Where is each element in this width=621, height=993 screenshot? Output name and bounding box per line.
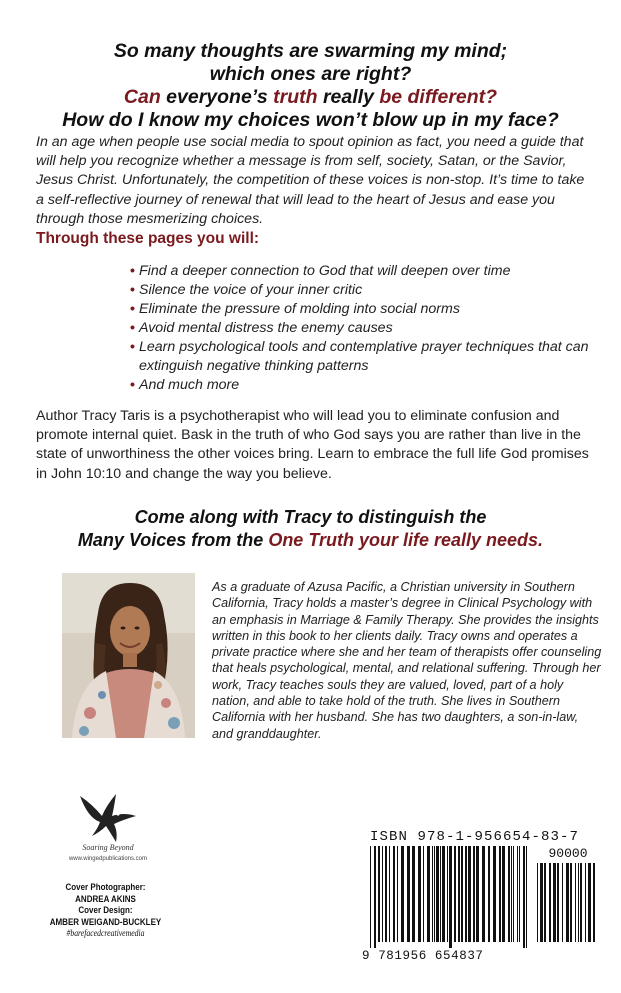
barcode-bar xyxy=(517,846,518,942)
barcode-bar xyxy=(526,846,527,948)
barcode-bar xyxy=(502,846,505,942)
barcode-bar xyxy=(482,846,485,942)
barcode-bar xyxy=(423,846,424,942)
photographer-name: ANDREA AKINS xyxy=(75,893,136,904)
eagle-icon xyxy=(72,786,142,844)
barcode-bar xyxy=(553,863,556,942)
headline-line-2: which ones are right? xyxy=(209,63,412,85)
author-paragraph: Author Tracy Taris is a psychotherapist who will lead you to eliminate confusion and promote internal quiet. Bask in the truth of who God says you are rather than live in the state of unworthiness the other voices bring. Learn to embrace the full life God promises in John 10:10 and change the way you believe. xyxy=(36,408,589,482)
list-item: • Eliminate the pressure of molding into social norms xyxy=(130,301,460,317)
cta-highlight: One Truth your life really needs. xyxy=(268,530,544,550)
barcode-bar xyxy=(418,846,421,942)
barcode-bar xyxy=(427,846,430,942)
barcode-bar xyxy=(432,846,433,942)
price-code: 90000 xyxy=(548,846,588,861)
barcode-bar xyxy=(385,846,387,942)
call-to-action xyxy=(0,506,621,552)
photographer-label: Cover Photographer: xyxy=(65,882,146,892)
barcode-bar xyxy=(588,863,591,942)
barcode-bar xyxy=(566,863,569,942)
list-item: • Learn psychological tools and contemplative prayer techniques that can extinguish negative thinking patterns xyxy=(130,339,589,374)
barcode-bar xyxy=(557,863,559,942)
barcode-bar xyxy=(593,863,595,942)
barcode-bar xyxy=(454,846,456,942)
author-portrait-image xyxy=(62,573,195,738)
bullet-icon: • xyxy=(130,263,135,279)
publisher-name: Soaring Beyond xyxy=(82,843,134,852)
bullet-icon: • xyxy=(130,301,135,317)
through-heading: Through these pages you will: xyxy=(36,230,260,247)
barcode-bar xyxy=(461,846,463,942)
headline-be-different: be different? xyxy=(379,86,498,108)
headline-everyones: everyone’s xyxy=(160,86,274,108)
barcode-bar xyxy=(580,863,582,942)
ean-barcode xyxy=(370,846,530,948)
cover-credits xyxy=(39,882,172,940)
benefits-list xyxy=(130,262,590,395)
barcode-bar xyxy=(476,846,479,942)
barcode-bar xyxy=(440,846,441,942)
bullet-icon: • xyxy=(130,377,135,393)
barcode-bar xyxy=(511,846,512,942)
list-item: • And much more xyxy=(130,377,240,393)
barcode-bar xyxy=(488,846,490,942)
barcode-bar xyxy=(397,846,398,942)
headline-line-3 xyxy=(0,86,621,109)
barcode-bar xyxy=(523,846,525,948)
barcode-bar xyxy=(378,846,380,942)
barcode-bar xyxy=(401,846,404,942)
barcode-bar xyxy=(465,846,467,942)
barcode-bar xyxy=(389,846,390,942)
list-item: • Silence the voice of your inner critic xyxy=(130,282,363,298)
bullet-icon: • xyxy=(130,320,135,336)
barcode-bar xyxy=(434,846,435,942)
barcode-bar xyxy=(575,863,576,942)
barcode-bar xyxy=(442,846,445,942)
author-bio: As a graduate of Azusa Pacific, a Christian university in Southern California, Tracy holds a master’s degree in Clinical Psychology with an emphasis in Marriage & Family Therapy. She provides the insights written in this book to her clients daily. Tracy owns and operates a private practice where she and her team of therapists offer counseling that heals psychological, mental, and relational suffering. Through her work, Tracy teaches souls they are valued, loved, part of a holy nation, and able to take hold of the truth. She lives in Southern California with her husband. She has two daughters, a son-in-law, and granddaughter. xyxy=(212,580,602,741)
barcode-bar xyxy=(374,846,376,948)
barcode-bar xyxy=(537,863,538,942)
barcode-bar xyxy=(549,863,551,942)
barcode-bar xyxy=(407,846,410,942)
design-label: Cover Design: xyxy=(78,905,133,916)
list-item: • Find a deeper connection to God that will deepen over time xyxy=(130,263,511,279)
author-photo xyxy=(62,573,195,738)
barcode-bar xyxy=(544,863,546,942)
headline xyxy=(0,40,621,132)
headline-really: really xyxy=(317,86,380,108)
headline-can: Can xyxy=(123,86,161,108)
intro-paragraph: In an age when people use social media to spout opinion as fact, you need a guide that will help you recognize whether a message is from self, society, Satan, or the Savior, Jesus Christ. Unfortunately, the competition of these voices is non-stop. It’s time to take a self-reflective journey of renewal that will lead to the heart of Jesus and ease you through those mesmerizing choices. xyxy=(36,134,585,227)
barcode-bar xyxy=(493,846,496,942)
barcode-bar xyxy=(382,846,383,942)
barcode-bar xyxy=(393,846,395,942)
barcode-bar xyxy=(540,863,543,942)
barcode-bar xyxy=(513,846,514,942)
barcode-bar xyxy=(570,863,572,942)
barcode-bar xyxy=(473,846,475,942)
barcode-bar xyxy=(412,846,415,942)
barcode-bar xyxy=(585,863,586,942)
isbn-number: ISBN 978-1-956654-83-7 xyxy=(370,829,580,845)
headline-line-1: So many thoughts are swarming my mind; xyxy=(113,40,508,62)
headline-truth: truth xyxy=(273,86,318,108)
cta-line-1: Come along with Tracy to distinguish the xyxy=(134,507,487,527)
cta-line-2: Many Voices from the One Truth your life really needs. xyxy=(77,530,544,550)
credits-hashtag: #barefacedcreativemedia xyxy=(66,928,145,939)
barcode-bar xyxy=(447,846,448,942)
publisher-url: www.wingedpublications.com xyxy=(68,856,148,862)
price-barcode xyxy=(537,863,595,948)
list-item: • Avoid mental distress the enemy causes xyxy=(130,320,393,336)
ean-digits: 9 781956 654837 xyxy=(362,949,484,963)
barcode-bar xyxy=(499,846,501,942)
barcode-bar xyxy=(562,863,563,942)
designer-name: AMBER WEIGAND-BUCKLEY xyxy=(49,916,162,927)
bullet-icon: • xyxy=(130,282,135,298)
barcode-bar xyxy=(370,846,371,948)
barcode-bar xyxy=(449,846,452,948)
barcode-bar xyxy=(578,863,579,942)
barcode-bar xyxy=(519,846,520,942)
publisher-logo xyxy=(72,786,142,844)
barcode-bar xyxy=(508,846,510,942)
barcode-bar xyxy=(468,846,471,942)
headline-line-4: How do I know my choices won’t blow up in my face? xyxy=(62,109,559,131)
bullet-icon: • xyxy=(130,339,135,355)
barcode-bar xyxy=(436,846,439,942)
barcode-bar xyxy=(458,846,460,942)
